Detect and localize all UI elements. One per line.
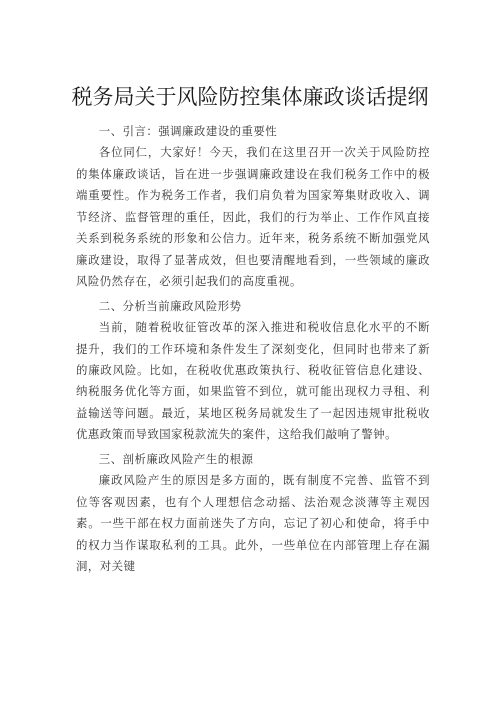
document-body bbox=[76, 121, 430, 578]
section-paragraph-2: 当前，随着税收征管改革的深入推进和税收信息化水平的不断提升，我们的工作环境和条件发生了深刻变化，但同时也带来了新的廉政风险。比如，在税收优惠政策执行、税收征管信息化建设、纳税服务优化等方面，如果监管不到位，就可能出现权力寻租、利益输送等问题。最近，某地区税务局就发生了一起因违规审批税收优惠政策而导致国家税款流失的案件，这给我们敲响了警钟。 bbox=[76, 320, 430, 442]
section-paragraph-3: 廉政风险产生的原因是多方面的，既有制度不完善、监管不到位等客观因素，也有个人理想信念动摇、法治观念淡薄等主观因素。一些干部在权力面前迷失了方向，忘记了初心和使命，将手中的权力当作谋取私利的工具。此外，一些单位在内部管理上存在漏洞，对关键 bbox=[76, 473, 430, 574]
document-title: 税务局关于风险防控集体廉政谈话提纲 bbox=[71, 85, 429, 109]
section-paragraph-1: 各位同仁，大家好！今天，我们在这里召开一次关于风险防控的集体廉政谈话，旨在进一步强调廉政建设在我们税务工作中的极端重要性。作为税务工作者，我们肩负着为国家筹集财政收入、调节经济、监督管理的重任，因此，我们的行为举止、工作作风直接关系到税务系统的形象和公信力。近年来，税务系统不断加强党风廉政建设，取得了显著成效，但也要清醒地看到，一些领域的廉政风险仍然存在，必须引起我们的高度重视。 bbox=[76, 145, 430, 289]
section-heading-3: 三、剖析廉政风险产生的根源 bbox=[98, 451, 254, 466]
section-heading-2: 二、分析当前廉政风险形势 bbox=[98, 298, 242, 313]
section-heading-1: 一、引言：强调廉政建设的重要性 bbox=[98, 124, 278, 138]
